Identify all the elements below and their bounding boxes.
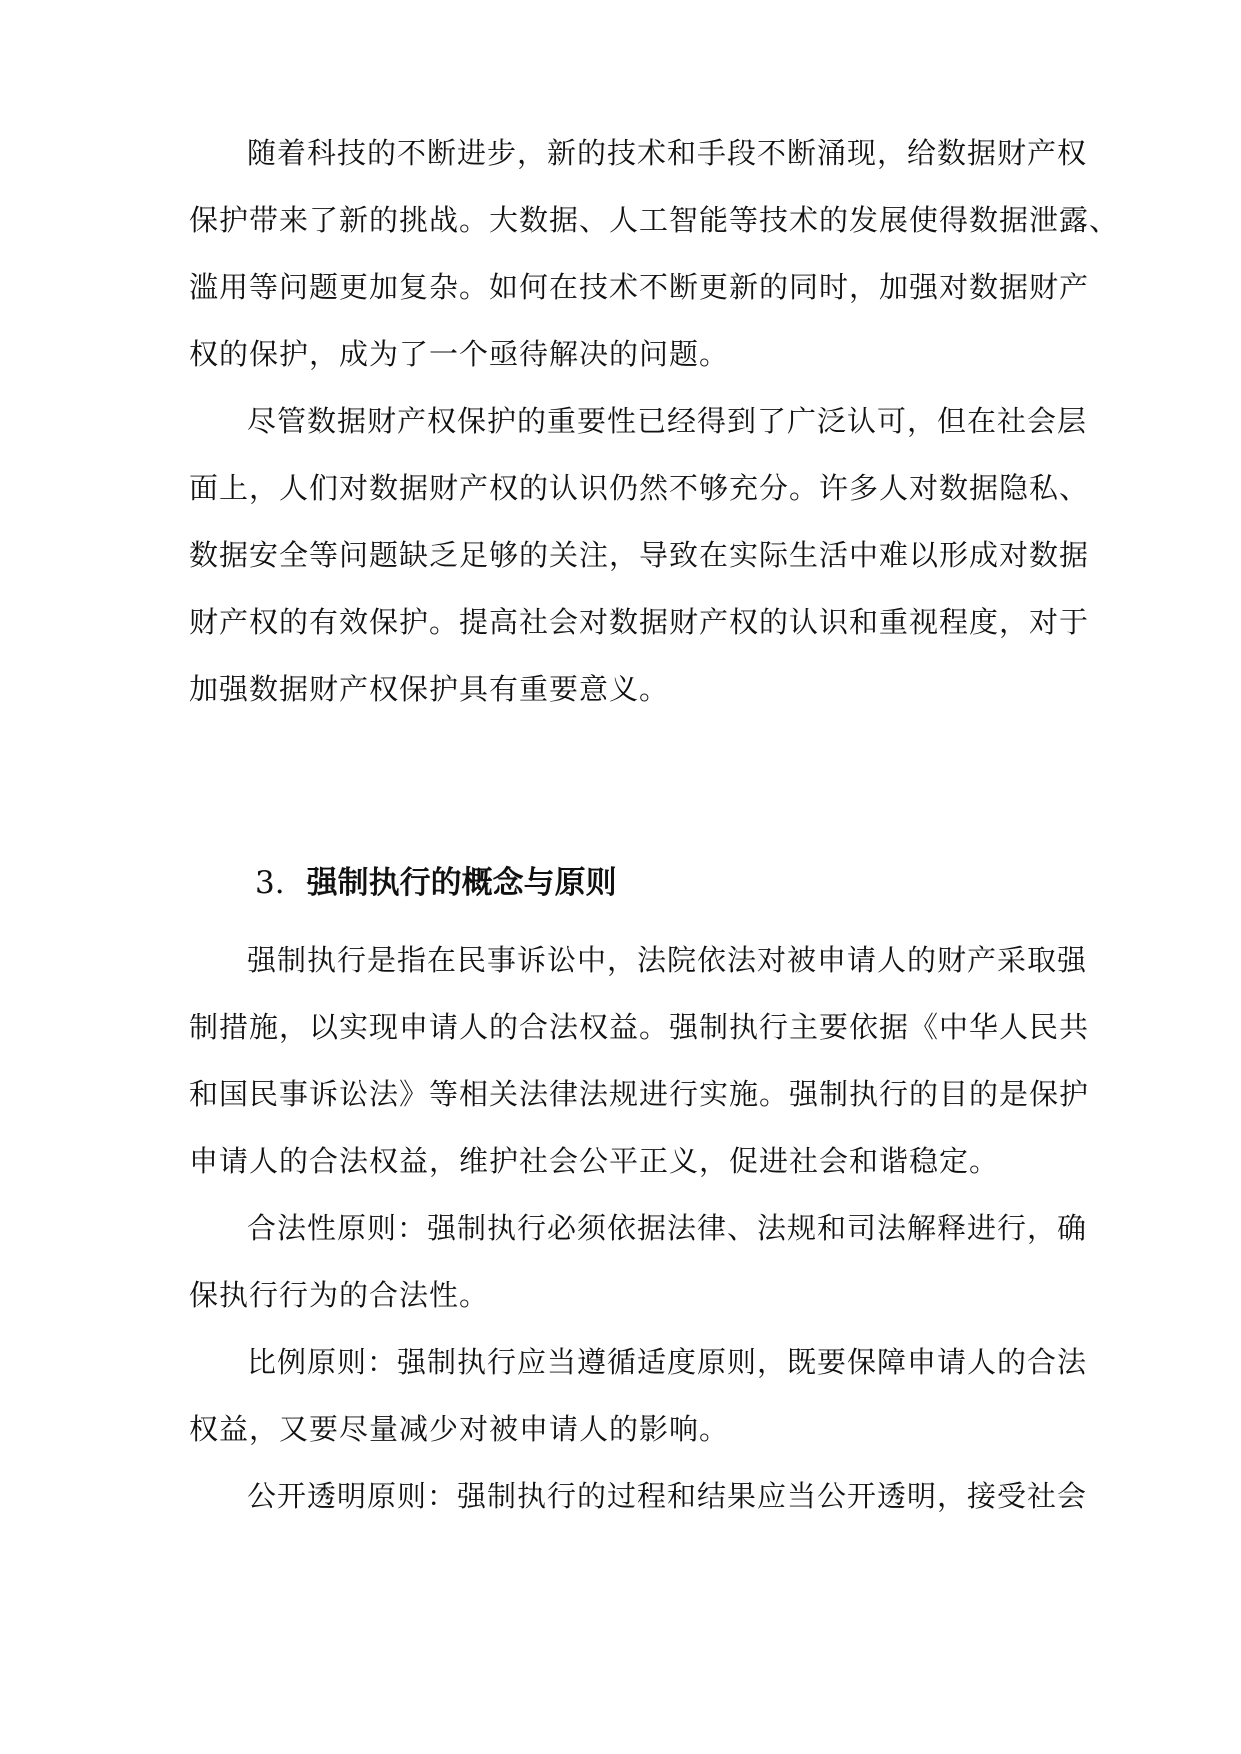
- section-heading: [255, 862, 617, 904]
- section-number: 3.: [255, 865, 285, 901]
- section-paragraph-2-line-1: 合法性原则：强制执行必须依据法律、法规和司法解释进行，确: [247, 1211, 1088, 1245]
- paragraph-2-line-1: 尽管数据财产权保护的重要性已经得到了广泛认可，但在社会层: [247, 404, 1088, 438]
- section-paragraph-2-line-2: 保执行行为的合法性。: [189, 1278, 490, 1312]
- paragraph-1-line-1: 随着科技的不断进步，新的技术和手段不断涌现，给数据财产权: [247, 136, 1088, 170]
- section-paragraph-1-line-1: 强制执行是指在民事诉讼中，法院依法对被申请人的财产采取强: [247, 943, 1088, 977]
- paragraph-2-line-3: 数据安全等问题缺乏足够的关注，导致在实际生活中难以形成对数据: [189, 538, 1090, 572]
- section-paragraph-3-line-2: 权益，又要尽量减少对被申请人的影响。: [189, 1412, 730, 1446]
- paragraph-1-line-3: 滥用等问题更加复杂。如何在技术不断更新的同时，加强对数据财产: [189, 270, 1090, 304]
- paragraph-1-line-4: 权的保护，成为了一个亟待解决的问题。: [189, 337, 730, 371]
- section-paragraph-1-line-2: 制措施，以实现申请人的合法权益。强制执行主要依据《中华人民共: [189, 1010, 1090, 1044]
- paragraph-2-line-5: 加强数据财产权保护具有重要意义。: [189, 672, 670, 706]
- section-paragraph-1-line-3: 和国民事诉讼法》等相关法律法规进行实施。强制执行的目的是保护: [189, 1077, 1090, 1111]
- section-paragraph-1-line-4: 申请人的合法权益，维护社会公平正义，促进社会和谐稳定。: [189, 1144, 1000, 1178]
- paragraph-2-line-2: 面上，人们对数据财产权的认识仍然不够充分。许多人对数据隐私、: [189, 471, 1090, 505]
- section-paragraph-3-line-1: 比例原则：强制执行应当遵循适度原则，既要保障申请人的合法: [247, 1345, 1088, 1379]
- paragraph-2-line-4: 财产权的有效保护。提高社会对数据财产权的认识和重视程度，对于: [189, 605, 1090, 639]
- section-title: 强制执行的概念与原则: [306, 865, 617, 901]
- section-paragraph-4-line-1: 公开透明原则：强制执行的过程和结果应当公开透明，接受社会: [247, 1479, 1088, 1513]
- paragraph-1-line-2: 保护带来了新的挑战。大数据、人工智能等技术的发展使得数据泄露、: [189, 203, 1120, 237]
